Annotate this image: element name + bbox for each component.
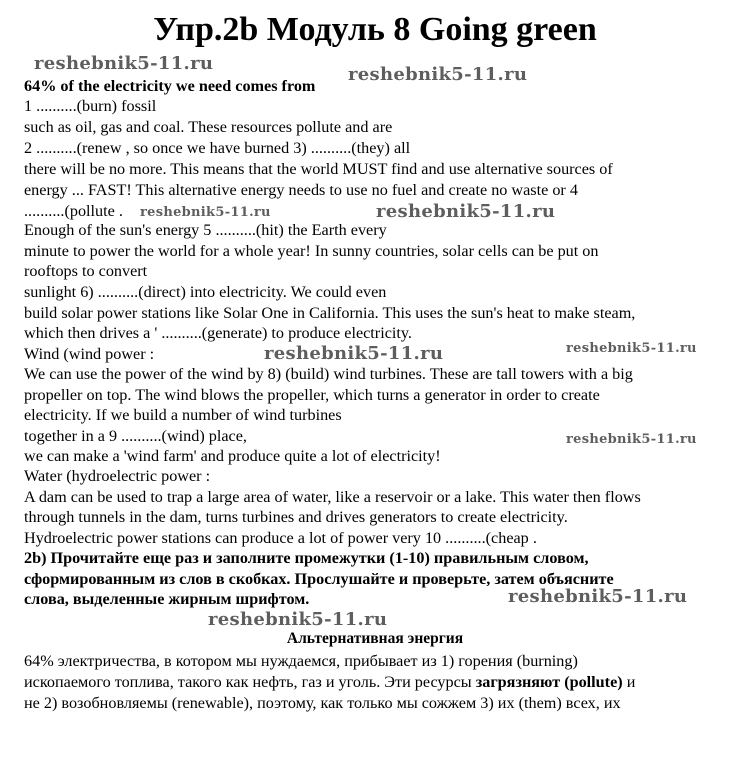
watermark: reshebnik5-11.ru: [348, 64, 528, 85]
text-line: minute to power the world for a whole year! In sunny countries, solar cells can be put on: [24, 242, 599, 260]
text-line: A dam can be used to trap a large area of water, like a reservoir or a lake. This water then flows: [24, 488, 641, 506]
page-title: Упр.2b Модуль 8 Going green: [153, 11, 597, 48]
text-line: there will be no more. This means that the world MUST find and use alternative sources of: [24, 160, 613, 178]
translation-heading: Альтернативная энергия: [286, 630, 464, 647]
watermark: reshebnik5-11.ru: [208, 609, 388, 630]
task-line: сформированным из слов в скобках. Прослушайте и проверьте, затем объясните: [24, 570, 614, 588]
translation-text: и: [622, 673, 636, 691]
watermark: reshebnik5-11.ru: [140, 205, 271, 220]
text-line: 2 ..........(renew , so once we have burned 3) ..........(they) all: [24, 139, 411, 157]
text-line: Hydroelectric power stations can produce a lot of power very 10 ..........(cheap .: [24, 529, 537, 547]
text-line: electricity. If we build a number of wind turbines: [24, 406, 342, 424]
watermark: reshebnik5-11.ru: [566, 432, 697, 447]
translation-line: 64% электричества, в котором мы нуждаемся, прибывает из 1) горения (burning): [24, 652, 578, 670]
text-line: Enough of the sun's energy 5 ..........(hit) the Earth every: [24, 221, 387, 239]
text-line: energy ... FAST! This alternative energy needs to use no fuel and create no waste or 4: [24, 181, 578, 199]
text-line: ..........(pollute .: [24, 202, 123, 220]
watermark: reshebnik5-11.ru: [264, 343, 444, 364]
bold-term: загрязняют (pollute): [475, 673, 623, 691]
text-line: rooftops to convert: [24, 262, 148, 280]
translation-text: ископаемого топлива, такого как нефть, газ и уголь. Эти ресурсы: [24, 673, 476, 691]
translation-line: не 2) возобновляемы (renewable), поэтому, как только мы сожжем 3) их (them) всех, их: [24, 694, 621, 712]
task-line: 2b) Прочитайте еще раз и заполните промежутки (1-10) правильным словом,: [24, 549, 589, 567]
translation-line: [24, 672, 635, 692]
watermark: reshebnik5-11.ru: [508, 586, 688, 607]
text-line: propeller on top. The wind blows the propeller, which turns a generator in order to create: [24, 386, 600, 404]
text-line: such as oil, gas and coal. These resources pollute and are: [24, 118, 393, 136]
watermark: reshebnik5-11.ru: [34, 53, 214, 74]
watermark: reshebnik5-11.ru: [376, 201, 556, 222]
text-line: together in a 9 ..........(wind) place,: [24, 427, 247, 445]
text-line: which then drives a ' ..........(generate) to produce electricity.: [24, 324, 412, 342]
task-line: слова, выделенные жирным шрифтом.: [24, 590, 310, 608]
text-line: we can make a 'wind farm' and produce quite a lot of electricity!: [24, 447, 441, 465]
watermark: reshebnik5-11.ru: [566, 341, 697, 356]
text-line: 1 ..........(burn) fossil: [24, 97, 157, 115]
text-line: sunlight 6) ..........(direct) into electricity. We could even: [24, 283, 387, 301]
text-line: We can use the power of the wind by 8) (build) wind turbines. These are tall towers with a big: [24, 365, 633, 383]
text-line: through tunnels in the dam, turns turbines and drives generators to create electricity.: [24, 508, 568, 526]
text-line: Wind (wind power :: [24, 345, 155, 363]
text-line: 64% of the electricity we need comes from: [24, 77, 316, 95]
text-line: build solar power stations like Solar One in California. This uses the sun's heat to make steam,: [24, 304, 636, 322]
text-line: Water (hydroelectric power :: [24, 467, 211, 485]
